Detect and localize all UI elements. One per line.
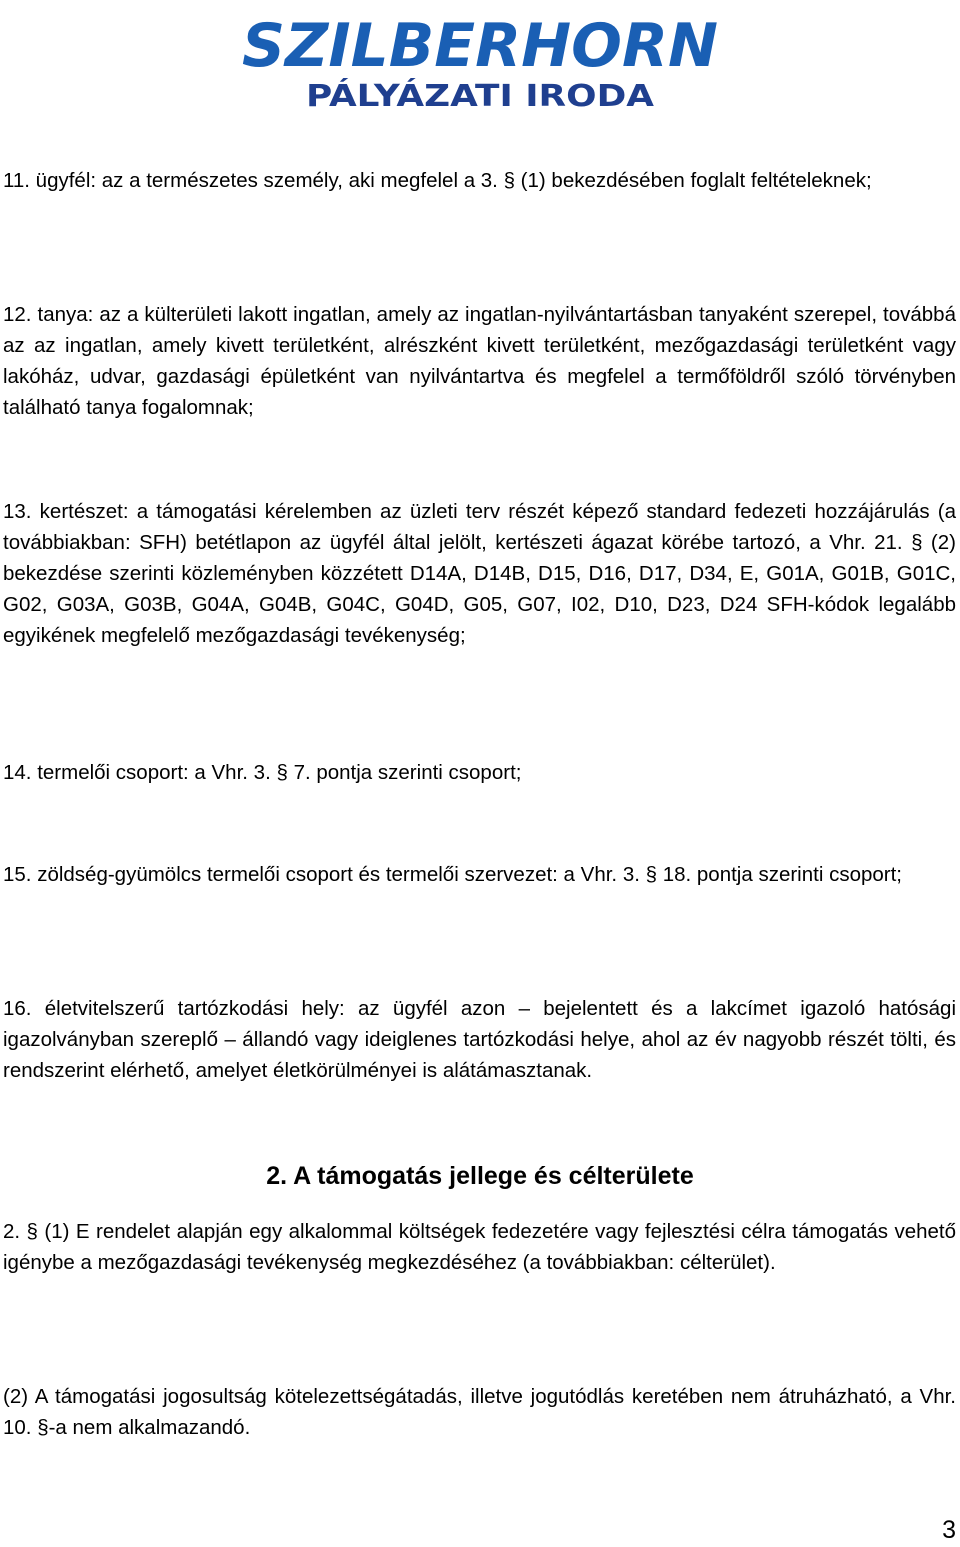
definition-12: 12. tanya: az a külterületi lakott ingatlan, amely az ingatlan-nyilvántartásban tanyaként szerepel, továbbá az az ingatlan, amely kivett területként, alrészként kivett területként, mezőgazdasági területként vagy lakóház, udvar, gazdasági épületként van nyilvántartva és megfelel a termőföldről szóló törvényben található tanya fogalomnak; — [3, 303, 956, 419]
definition-16: 16. életvitelszerű tartózkodási hely: az ügyfél azon – bejelentett és a lakcímet igazoló hatósági igazolványban szereplő – állandó vagy ideiglenes tartózkodási helye, ahol az év nagyobb részét tölti, és rendszerint elérhető, amelyet életkörülményei is alátámasztanak. — [3, 997, 956, 1082]
section-heading: 2. A támogatás jellege és célterülete — [266, 1162, 694, 1190]
logo-subtitle: PÁLYÁZATI IRODA — [306, 79, 598, 112]
section-2-paragraph-1: 2. § (1) E rendelet alapján egy alkalommal költségek fedezetére vagy fejlesztési célra támogatás vehető igénybe a mezőgazdasági tevékenység megkezdéséhez (a továbbiakban: célterület). — [3, 1220, 956, 1274]
definition-15: 15. zöldség-gyümölcs termelői csoport és termelői szervezet: a Vhr. 3. § 18. pontja szerinti csoport; — [3, 863, 902, 886]
logo-title: SZILBERHORN — [242, 11, 718, 81]
page-number: 3 — [942, 1516, 956, 1544]
definition-14: 14. termelői csoport: a Vhr. 3. § 7. pontja szerinti csoport; — [3, 761, 522, 784]
definition-11: 11. ügyfél: az a természetes személy, aki megfelel a 3. § (1) bekezdésében foglalt feltételeknek; — [3, 169, 872, 192]
definition-13: 13. kertészet: a támogatási kérelemben az üzleti terv részét képező standard fedezeti hozzájárulás (a továbbiakban: SFH) betétlapon az ügyfél által jelölt, kertészeti ágazat körébe tartozó, a Vhr. 21. § (2) bekezdése szerinti közleményben közzétett D14A, D14B, D15, D16, D17, D34, E, G01A, G01B, G01C, G02, G03A, G03B, G04A, G04B, G04C, G04D, G05, G07, I02, D10, D23, D24 SFH-kódok legalább egyikének megfelelő mezőgazdasági tevékenység; — [3, 500, 956, 647]
section-2-paragraph-2: (2) A támogatási jogosultság kötelezettségátadás, illetve jogutódlás keretében nem átruházható, a Vhr. 10. §-a nem alkalmazandó. — [3, 1385, 956, 1439]
szilberhorn-logo — [238, 8, 722, 112]
logo-graphic — [238, 8, 722, 112]
